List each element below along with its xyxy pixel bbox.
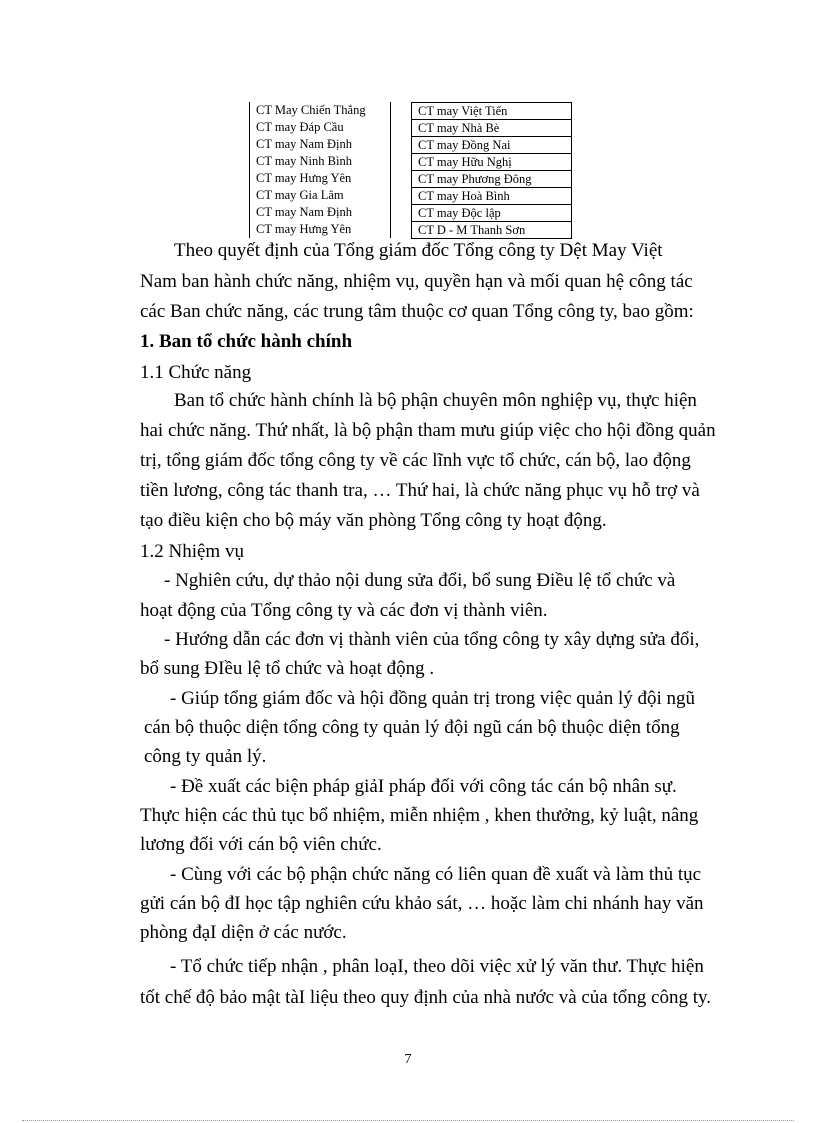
paragraph-line: - Cùng với các bộ phận chức năng có liên quan đề xuất và làm thủ tục	[170, 864, 702, 885]
list-item: CT may Gia Lâm	[256, 188, 344, 202]
paragraph-line: - Giúp tổng giám đốc và hội đồng quản trị trong việc quản lý đội ngũ	[170, 688, 696, 709]
list-item: CT may Hoà Bình	[412, 187, 571, 204]
list-item: CT may Phương Đông	[412, 170, 571, 187]
company-list-right	[411, 102, 572, 239]
list-item: CT D - M Thanh Sơn	[412, 221, 571, 238]
subsection-heading: 1.2 Nhiệm vụ	[140, 541, 244, 562]
list-item: CT may Nhà Bè	[412, 119, 571, 136]
intro-line: các Ban chức năng, các trung tâm thuộc cơ quan Tổng công ty, bao gồm:	[140, 301, 694, 322]
paragraph-line: Ban tổ chức hành chính là bộ phận chuyên môn nghiệp vụ, thực hiện	[174, 390, 697, 411]
paragraph-line: tạo điều kiện cho bộ máy văn phòng Tổng công ty hoạt động.	[140, 510, 607, 531]
paragraph-line: công ty quản lý.	[144, 746, 267, 767]
paragraph-line: - Hướng dẫn các đơn vị thành viên của tổng công ty xây dựng sửa đổi,	[164, 629, 700, 650]
paragraph-line: - Tổ chức tiếp nhận , phân loạI, theo dõi việc xử lý văn thư. Thực hiện	[170, 956, 704, 977]
paragraph-line: hai chức năng. Thứ nhất, là bộ phận tham mưu giúp việc cho hội đồng quản	[140, 420, 716, 441]
page-bottom-divider	[22, 1120, 794, 1121]
intro-line: Nam ban hành chức năng, nhiệm vụ, quyền hạn và mối quan hệ công tác	[140, 271, 693, 292]
paragraph-line: tốt chế độ bảo mật tàI liệu theo quy định của nhà nước và của tổng công ty.	[140, 987, 712, 1008]
intro-line: Theo quyết định của Tổng giám đốc Tổng công ty Dệt May Việt	[174, 240, 663, 261]
company-list-right-connector	[390, 102, 571, 238]
paragraph-line: gửi cán bộ đI học tập nghiên cứu khảo sát, … hoặc làm chi nhánh hay văn	[140, 893, 704, 914]
list-item: CT may Đáp Cầu	[256, 120, 344, 134]
list-item: CT may Nam Định	[256, 205, 352, 219]
page-number: 7	[404, 1052, 412, 1067]
list-item: CT may Việt Tiến	[418, 104, 508, 118]
section-heading: 1. Ban tổ chức hành chính	[140, 331, 353, 352]
paragraph-line: cán bộ thuộc diện tổng công ty quản lý đội ngũ cán bộ thuộc diện tổng	[144, 717, 680, 738]
list-item: CT may Nam Định	[256, 137, 352, 151]
list-item: CT may Đồng Nai	[412, 136, 571, 153]
paragraph-line: bổ sung ĐIều lệ tổ chức và hoạt động .	[140, 658, 435, 679]
paragraph-line: lương đối với cán bộ viên chức.	[140, 834, 382, 855]
paragraph-line: - Nghiên cứu, dự thảo nội dung sửa đổi, bổ sung Điều lệ tổ chức và	[164, 570, 676, 591]
list-item: CT may Hữu Nghị	[412, 153, 571, 170]
list-item: CT may Ninh Bình	[256, 154, 352, 168]
paragraph-line: Thực hiện các thủ tục bổ nhiệm, miễn nhiệm , khen thưởng, kỷ luật, nâng	[140, 805, 699, 826]
subsection-heading: 1.1 Chức năng	[140, 362, 252, 383]
list-item: CT may Hưng Yên	[256, 171, 352, 185]
company-list-left	[249, 102, 388, 238]
list-item: CT may Độc lập	[412, 204, 571, 221]
paragraph-line: trị, tổng giám đốc tổng công ty về các lĩnh vực tổ chức, cán bộ, lao động	[140, 450, 691, 471]
paragraph-line: tiền lương, công tác thanh tra, … Thứ hai, là chức năng phục vụ hỗ trợ và	[140, 480, 700, 501]
list-item: CT May Chiến Thắng	[256, 103, 366, 117]
paragraph-line: - Đề xuất các biện pháp giảI pháp đối với công tác cán bộ nhân sự.	[170, 776, 677, 797]
paragraph-line: hoạt động của Tổng công ty và các đơn vị thành viên.	[140, 600, 548, 621]
list-item: CT may Hưng Yên	[256, 222, 352, 236]
paragraph-line: phòng đạI diện ở các nước.	[140, 922, 347, 943]
